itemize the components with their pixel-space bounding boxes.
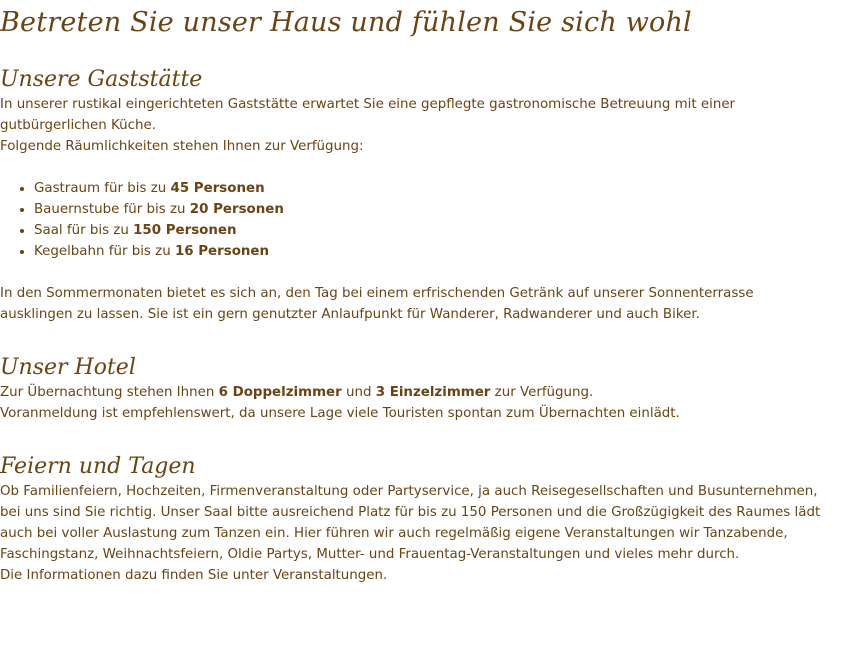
- double-rooms-count: 6 Doppelzimmer: [218, 385, 342, 400]
- single-rooms-count: 3 Einzelzimmer: [375, 385, 491, 400]
- hotel-line2: Voranmeldung ist empfehlenswert, da unsere Lage viele Touristen spontan zum Übernachten einlädt.: [0, 406, 680, 421]
- section-title-feiern: Feiern und Tagen: [0, 454, 196, 479]
- section-title-gaststaette: Unsere Gaststätte: [0, 67, 203, 92]
- room-prefix: Kegelbahn für bis zu: [34, 244, 175, 259]
- section-feiern: [0, 453, 830, 586]
- feiern-info: Die Informationen dazu finden Sie unter Veranstaltungen.: [0, 568, 388, 583]
- gaststaette-intro-text: [0, 94, 830, 157]
- section-title-hotel: Unser Hotel: [0, 355, 136, 380]
- room-capacity: 16 Personen: [174, 244, 270, 259]
- list-item: [34, 178, 830, 199]
- rooms-list: [0, 178, 830, 262]
- room-prefix: Bauernstube für bis zu: [34, 202, 190, 217]
- room-prefix: Gastraum für bis zu: [34, 181, 171, 196]
- gaststaette-intro-line1: In unserer rustikal eingerichteten Gaststätte erwartet Sie eine gepflegte gastronomische Betreuung mit einer gutbürgerlichen Küche.: [0, 97, 736, 133]
- hotel-text-part: zur Verfügung.: [490, 385, 594, 400]
- section-hotel: [0, 354, 830, 424]
- summer-text: In den Sommermonaten bietet es sich an, den Tag bei einem erfrischenden Getränk auf unserer Sonnenterrasse ausklingen zu lassen. Sie ist ein gern genutzter Anlaufpunkt für Wanderer, Radwanderer und auch Biker.: [0, 286, 754, 322]
- room-capacity: 20 Personen: [189, 202, 284, 217]
- room-capacity: 45 Personen: [170, 181, 265, 196]
- list-item: [34, 199, 830, 220]
- hotel-line1: [0, 382, 830, 403]
- section-gaststaette: [0, 66, 830, 325]
- room-capacity: 150 Personen: [133, 223, 237, 238]
- room-prefix: Saal für bis zu: [34, 223, 134, 238]
- page-title: Betreten Sie unser Haus und fühlen Sie sich wohl: [0, 7, 692, 38]
- list-item: [34, 220, 830, 241]
- feiern-text: Ob Familienfeiern, Hochzeiten, Firmenveranstaltung oder Partyservice, ja auch Reisegesellschaften und Busunternehmen, bei uns sind Sie richtig. Unser Saal bitte ausreichend Platz für bis zu 150 Personen und die Großzügigkeit des Raumes lädt auch bei voller Auslastung zum Tanzen ein. Hier führen wir auch regelmäßig eigene Veranstaltungen wir Tanzabende, Faschingstanz, Weihnachtsfeiern, Oldie Partys, Mutter- und Frauentag-Veranstaltungen und vieles mehr durch.: [0, 484, 821, 562]
- gaststaette-intro-line2: Folgende Räumlichkeiten stehen Ihnen zur Verfügung:: [0, 139, 364, 154]
- list-item: [34, 241, 830, 262]
- hotel-text-part: und: [341, 385, 376, 400]
- hotel-text-part: Zur Übernachtung stehen Ihnen: [0, 385, 219, 400]
